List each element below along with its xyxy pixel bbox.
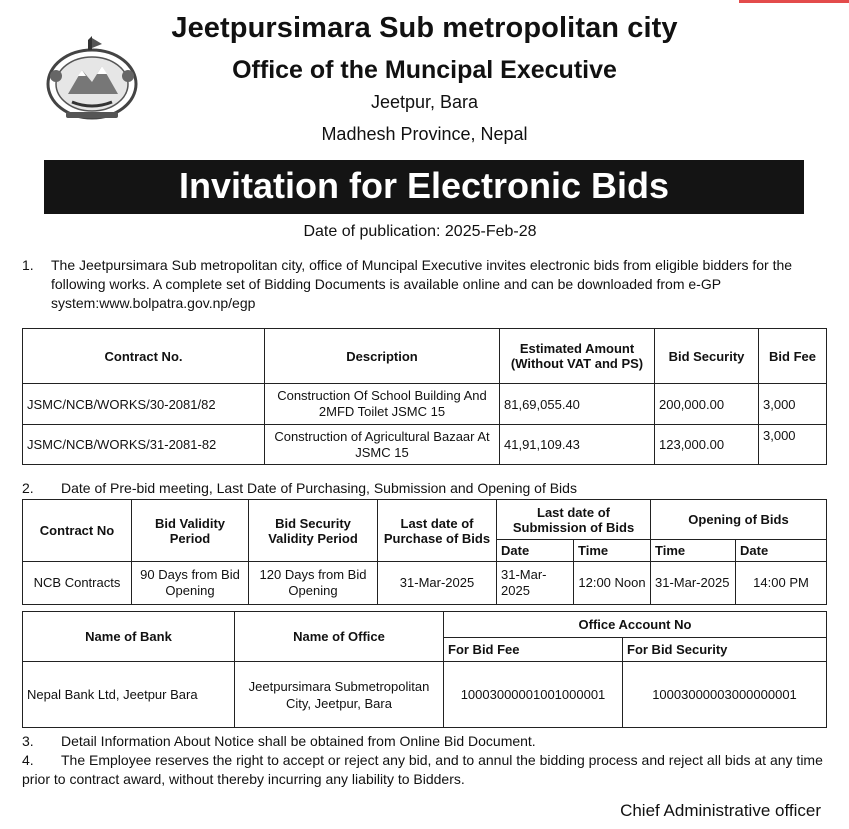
item-3-text: Detail Information About Notice shall be obtained from Online Bid Document. (61, 733, 536, 749)
col-contract-no: Contract No. (23, 329, 265, 384)
signature: Chief Administrative officer (620, 801, 821, 820)
cell-opening-date: 14:00 PM (736, 562, 827, 605)
item-4-text: The Employee reserves the right to accept or reject any bid, and to annul the bidding process and reject all bids at any time prior to contract award, without thereby incurring any liability to Bidders. (22, 752, 823, 787)
cell-description: Construction of Agricultural Bazaar At JSMC 15 (265, 425, 500, 465)
item-number: 4. (22, 752, 34, 768)
contracts-table (22, 328, 827, 465)
cell-bid-security: 200,000.00 (655, 384, 759, 425)
dates-table (22, 499, 827, 605)
item-1-text: The Jeetpursimara Sub metropolitan city, office of Muncipal Executive invites electronic bids from eligible bidders for the following works. A complete set of Bidding Documents is available online and can be downloaded from e-GP system:www.bolpatra.gov.np/egp (51, 257, 793, 311)
col-submission-time: Time (574, 540, 651, 562)
item-number: 1. (22, 257, 34, 273)
col-bid-validity: Bid Validity Period (132, 500, 249, 562)
col-last-submission: Last date of Submission of Bids (497, 500, 651, 540)
notice-banner: Invitation for Electronic Bids (44, 160, 804, 214)
corner-accent (739, 0, 849, 3)
table-row (23, 662, 827, 728)
cell-bid-security-validity: 120 Days from Bid Opening (249, 562, 378, 605)
item-number: 3. (22, 733, 34, 749)
table-header-row (23, 500, 827, 540)
table-header-row (23, 329, 827, 384)
col-opening: Opening of Bids (651, 500, 827, 540)
item-number: 2. (22, 480, 34, 496)
province-line: Madhesh Province, Nepal (321, 124, 528, 144)
col-bid-fee: Bid Fee (759, 329, 827, 384)
col-bid-security-validity: Bid Security Validity Period (249, 500, 378, 562)
cell-description: Construction Of School Building And 2MFD Toilet JSMC 15 (265, 384, 500, 425)
cell-opening-time: 31-Mar-2025 (651, 562, 736, 605)
col-submission-date: Date (497, 540, 574, 562)
cell-contract-no: NCB Contracts (23, 562, 132, 605)
table-header-row (23, 612, 827, 638)
cell-bid-security-account: 10003000003000000001 (623, 662, 827, 728)
office-title: Office of the Muncipal Executive (232, 56, 617, 84)
cell-estimated-amount: 81,69,055.40 (500, 384, 655, 425)
table-row (23, 384, 827, 425)
address-line: Jeetpur, Bara (370, 92, 479, 112)
table-row (23, 562, 827, 605)
col-bank: Name of Bank (23, 612, 235, 662)
cell-contract-no: JSMC/NCB/WORKS/31-2081-82 (23, 425, 265, 465)
cell-submission-time: 12:00 Noon (574, 562, 651, 605)
cell-bank: Nepal Bank Ltd, Jeetpur Bara (23, 662, 235, 728)
col-bid-security: Bid Security (655, 329, 759, 384)
col-account: Office Account No (444, 612, 827, 638)
cell-submission-date: 31-Mar-2025 (497, 562, 574, 605)
col-last-purchase: Last date of Purchase of Bids (378, 500, 497, 562)
col-office: Name of Office (235, 612, 444, 662)
col-contract-no: Contract No (23, 500, 132, 562)
cell-bid-fee: 3,000 (759, 384, 827, 425)
cell-estimated-amount: 41,91,109.43 (500, 425, 655, 465)
col-description: Description (265, 329, 500, 384)
cell-bid-security: 123,000.00 (655, 425, 759, 465)
cell-bid-fee-account: 10003000001001000001 (444, 662, 623, 728)
cell-last-purchase: 31-Mar-2025 (378, 562, 497, 605)
col-for-bid-security: For Bid Security (623, 638, 827, 662)
col-opening-date: Date (736, 540, 827, 562)
cell-office: Jeetpursimara Submetropolitan City, Jeetpur, Bara (235, 662, 444, 728)
bank-table (22, 611, 827, 728)
cell-bid-fee: 3,000 (759, 425, 827, 465)
item-2-text: Date of Pre-bid meeting, Last Date of Purchasing, Submission and Opening of Bids (61, 480, 577, 496)
table-row (23, 425, 827, 465)
col-for-bid-fee: For Bid Fee (444, 638, 623, 662)
publication-date: Date of publication: 2025-Feb-28 (303, 223, 537, 240)
col-estimated-amount: Estimated Amount (Without VAT and PS) (500, 329, 655, 384)
cell-contract-no: JSMC/NCB/WORKS/30-2081/82 (23, 384, 265, 425)
cell-bid-validity: 90 Days from Bid Opening (132, 562, 249, 605)
city-title: Jeetpursimara Sub metropolitan city (171, 12, 678, 44)
col-opening-time: Time (651, 540, 736, 562)
